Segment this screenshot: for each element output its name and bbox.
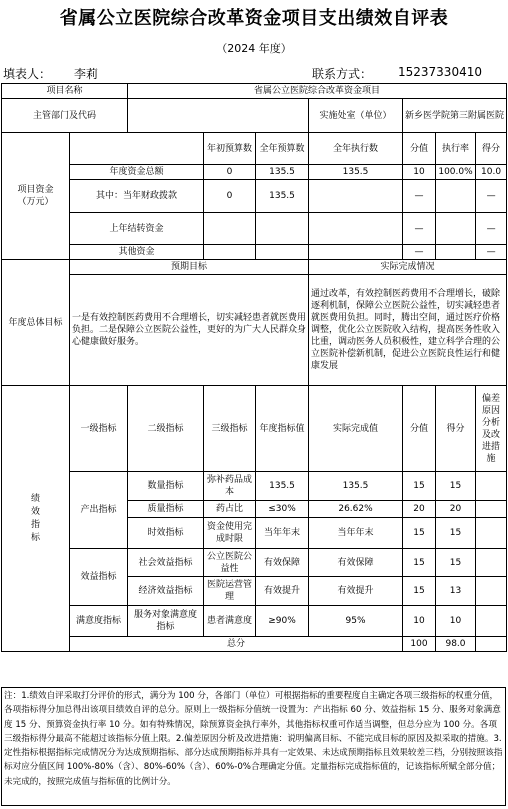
funds-row-budget bbox=[256, 245, 309, 260]
perf-header-l1: 一级指标 bbox=[70, 386, 128, 472]
funds-row-initial bbox=[204, 213, 256, 245]
funds-header-initial: 年初预算数 bbox=[204, 133, 256, 165]
perf-header-l3: 三级指标 bbox=[204, 386, 256, 472]
funds-row-rate: 100.0% bbox=[436, 165, 476, 180]
perf-target: 135.5 bbox=[256, 472, 309, 501]
funds-row-exec bbox=[309, 245, 403, 260]
funds-row-initial: 0 bbox=[204, 180, 256, 213]
funds-row-got: — bbox=[476, 213, 507, 245]
perf-l1-benefit: 效益指标 bbox=[70, 549, 128, 606]
funds-row-score: 10 bbox=[403, 165, 436, 180]
perf-target: 有效提升 bbox=[256, 577, 309, 606]
perf-l2: 社会效益指标 bbox=[128, 549, 204, 577]
perf-reason bbox=[476, 472, 507, 501]
perf-header-got: 得分 bbox=[436, 386, 476, 472]
perf-reason bbox=[476, 577, 507, 606]
perf-got: 15 bbox=[436, 472, 476, 501]
contact-label: 联系方式： bbox=[312, 67, 373, 81]
perf-reason bbox=[476, 501, 507, 518]
funds-header-rate: 执行率 bbox=[436, 133, 476, 165]
perf-l3: 公立医院公益性 bbox=[204, 549, 256, 577]
filler-row bbox=[0, 62, 508, 82]
perf-score: 15 bbox=[403, 549, 436, 577]
total-label: 总分 bbox=[70, 637, 403, 652]
funds-row-exec bbox=[309, 213, 403, 245]
perf-reason bbox=[476, 606, 507, 637]
total-reason bbox=[476, 637, 507, 652]
funds-row-initial: 0 bbox=[204, 165, 256, 180]
page-title: 省属公立医院综合改革资金项目支出绩效自评表 bbox=[59, 8, 449, 29]
funds-row-got: — bbox=[476, 180, 507, 213]
perf-got: 15 bbox=[436, 549, 476, 577]
perf-reason bbox=[476, 518, 507, 549]
goals-label: 年度总体目标 bbox=[2, 260, 70, 386]
perf-actual: 有效保障 bbox=[309, 549, 403, 577]
funds-row-exec: 135.5 bbox=[309, 165, 403, 180]
actual-header: 实际完成情况 bbox=[309, 260, 507, 275]
perf-l2: 经济效益指标 bbox=[128, 577, 204, 606]
perf-l1-output: 产出指标 bbox=[70, 472, 128, 549]
perf-reason bbox=[476, 549, 507, 577]
perf-l3: 患者满意度 bbox=[204, 606, 256, 637]
perf-got: 15 bbox=[436, 518, 476, 549]
funds-row-exec bbox=[309, 180, 403, 213]
project-name-label: 项目名称 bbox=[2, 84, 128, 99]
funds-row-score: — bbox=[403, 245, 436, 260]
perf-header-reason: 偏差原因分析及改进措施 bbox=[476, 386, 507, 472]
total-score: 100 bbox=[403, 637, 436, 652]
unit-value: 新乡医学院第三附属医院 bbox=[403, 99, 507, 133]
perf-actual: 95% bbox=[309, 606, 403, 637]
project-name-value: 省属公立医院综合改革资金项目 bbox=[128, 84, 507, 99]
funds-header-exec: 全年执行数 bbox=[309, 133, 403, 165]
funds-row-rate bbox=[436, 180, 476, 213]
perf-l2: 时效指标 bbox=[128, 518, 204, 549]
funds-row-name: 上年结转资金 bbox=[70, 213, 204, 245]
perf-header-l2: 二级指标 bbox=[128, 386, 204, 472]
funds-header-blank bbox=[70, 133, 204, 165]
funds-row-got: — bbox=[476, 245, 507, 260]
filler-label: 填表人： bbox=[3, 67, 52, 81]
perf-score: 10 bbox=[403, 606, 436, 637]
funds-row-rate bbox=[436, 245, 476, 260]
year-label: （2024 年度） bbox=[216, 42, 292, 55]
perf-target: ≥90% bbox=[256, 606, 309, 637]
funds-row-name: 年度资金总额 bbox=[70, 165, 204, 180]
dept-label: 主管部门及代码 bbox=[2, 99, 128, 133]
perf-header-score: 分值 bbox=[403, 386, 436, 472]
funds-row-score: — bbox=[403, 213, 436, 245]
perf-l1-satisfaction: 满意度指标 bbox=[70, 606, 128, 637]
perf-header-actual: 实际完成值 bbox=[309, 386, 403, 472]
perf-score: 15 bbox=[403, 472, 436, 501]
total-got: 98.0 bbox=[436, 637, 476, 652]
funds-row-name: 其他资金 bbox=[70, 245, 204, 260]
funds-row-score: — bbox=[403, 180, 436, 213]
perf-score: 15 bbox=[403, 577, 436, 606]
perf-got: 13 bbox=[436, 577, 476, 606]
perf-l3: 药占比 bbox=[204, 501, 256, 518]
footnote: 注：1.绩效自评采取打分评价的形式，满分为 100 分，各部门（单位）可根据指标的重要程度自主确定各项三级指标的权重分值，各项指标得分加总得出该项目绩效自评的总分。原则上一级指标分值统一设置为：产出指标 60 分、效益指标 15 分、服务对象满意度 15 分、预算资金执行率 10 分。如有特殊情况，除预算资金执行率外，其他指标权重可作适当调整，但总分应为 100 分。各项三级指标得分最高不能超过该指标分值上限。2.偏差原因分析及改进措施：说明偏离目标、不能完成目标的原因及拟采取的措施。3.定性指标根据指标完成情况分为达成预期指标、部分达成预期指标并具有一定效果、未达成预期指标且效果较差三档，分别按照该指标对应分值区间 100%-80%（含）、80%-60%（含）、60%-0%合理确定分值。定量指标完成指标值的，记该指标所赋全部分值；未完成的，按照完成值与指标值的比例计分。 bbox=[1, 687, 506, 806]
funds-row-budget bbox=[256, 213, 309, 245]
dept-value bbox=[128, 99, 309, 133]
perf-l2: 质量指标 bbox=[128, 501, 204, 518]
perf-got: 10 bbox=[436, 606, 476, 637]
funds-row-budget: 135.5 bbox=[256, 180, 309, 213]
perf-label: 绩效指标 bbox=[2, 386, 70, 652]
perf-actual: 当年年末 bbox=[309, 518, 403, 549]
expected-header: 预期目标 bbox=[70, 260, 309, 275]
funds-row-rate bbox=[436, 213, 476, 245]
perf-got: 20 bbox=[436, 501, 476, 518]
perf-target: 有效保障 bbox=[256, 549, 309, 577]
perf-target: 当年年末 bbox=[256, 518, 309, 549]
perf-l3: 资金使用完成时限 bbox=[204, 518, 256, 549]
evaluation-table bbox=[1, 83, 507, 652]
unit-label: 实施处室（单位） bbox=[309, 99, 403, 133]
filler-name: 李莉 bbox=[74, 67, 99, 81]
funds-row-name: 其中：当年财政拨款 bbox=[70, 180, 204, 213]
perf-l3: 弥补药品成本 bbox=[204, 472, 256, 501]
perf-l2: 服务对象满意度指标 bbox=[128, 606, 204, 637]
perf-target: ≤30% bbox=[256, 501, 309, 518]
perf-score: 20 bbox=[403, 501, 436, 518]
perf-actual: 135.5 bbox=[309, 472, 403, 501]
expected-text: 一是有效控制医药费用不合理增长，切实减轻患者就医费用负担。二是保障公立医院公益性，更好的为广大人民群众身心健康做好服务。 bbox=[70, 275, 309, 386]
funds-row-initial bbox=[204, 245, 256, 260]
funds-header-got: 得分 bbox=[476, 133, 507, 165]
funds-header-budget: 全年预算数 bbox=[256, 133, 309, 165]
contact-value: 15237330410 bbox=[398, 65, 482, 79]
perf-l2: 数量指标 bbox=[128, 472, 204, 501]
actual-text: 通过改革，有效控制医药费用不合理增长，破除逐利机制，保障公立医院公益性，切实减轻患者就医费用负担。同时，腾出空间，通过医疗价格调整，优化公立医院收入结构，提高医务性收入比重，调动医务人员积极性，建立科学合理的公立医院补偿新机制，促进公立医院良性运行和健康发展 bbox=[309, 275, 507, 386]
perf-header-target: 年度指标值 bbox=[256, 386, 309, 472]
perf-actual: 26.62% bbox=[309, 501, 403, 518]
funds-row-budget: 135.5 bbox=[256, 165, 309, 180]
funds-row-got: 10.0 bbox=[476, 165, 507, 180]
funds-header-score: 分值 bbox=[403, 133, 436, 165]
perf-actual: 有效提升 bbox=[309, 577, 403, 606]
funds-label: 项目资金 （万元） bbox=[2, 133, 70, 260]
perf-l3: 医院运营管理 bbox=[204, 577, 256, 606]
perf-score: 15 bbox=[403, 518, 436, 549]
